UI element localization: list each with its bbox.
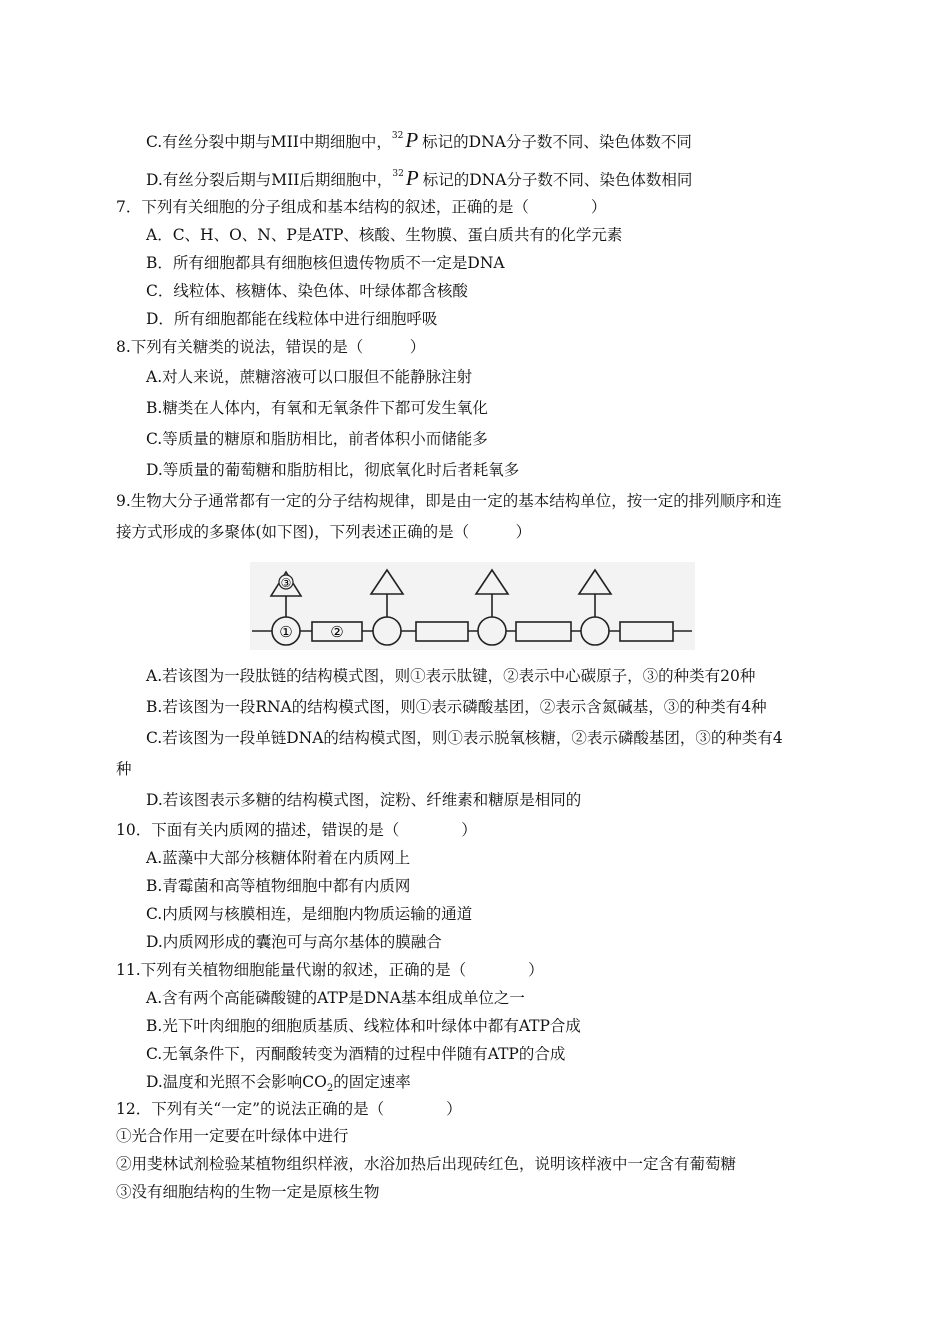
q9-stem-line2: 接方式形成的多聚体(如下图)，下列表述正确的是（ ） [116, 523, 532, 541]
q10-option-b: B.青霉菌和高等植物细胞中都有内质网 [146, 877, 411, 895]
polymer-structure-diagram [250, 562, 695, 650]
q7-option-d: D．所有细胞都能在线粒体中进行细胞呼吸 [146, 310, 438, 328]
q12-statement-3: ③没有细胞结构的生物一定是原核生物 [116, 1183, 380, 1201]
rectangle-unit [416, 622, 468, 641]
isotope-superscript: 32 [392, 169, 404, 179]
q8-stem: 8.下列有关糖类的说法，错误的是（ ） [116, 338, 426, 356]
q9-stem-line1: 9.生物大分子通常都有一定的分子结构规律，即是由一定的基本结构单位，按一定的排列顺序和连 [116, 492, 782, 510]
q11-option-c: C.无氧条件下，丙酮酸转变为酒精的过程中伴随有ATP的合成 [146, 1045, 566, 1063]
q6-option-c-text: C.有丝分裂中期与MII中期细胞中， [146, 133, 392, 151]
q12-statement-2: ②用斐林试剂检验某植物组织样液，水浴加热后出现砖红色，说明该样液中一定含有葡萄糖 [116, 1155, 737, 1173]
q9-option-c-line2: 种 [116, 760, 132, 778]
q7-option-c: C．线粒体、核糖体、染色体、叶绿体都含核酸 [146, 282, 468, 300]
q8-option-d: D.等质量的葡萄糖和脂肪相比，彻底氧化时后者耗氧多 [146, 461, 520, 479]
q11-option-d-text: D.温度和光照不会影响CO [146, 1073, 327, 1091]
co2-subscript: 2 [326, 1083, 334, 1094]
q10-option-c: C.内质网与核膜相连，是细胞内物质运输的通道 [146, 905, 473, 923]
q6-option-c [146, 130, 692, 155]
label-1: ① [279, 623, 293, 641]
q9-option-b: B.若该图为一段RNA的结构模式图，则①表示磷酸基团，②表示含氮碱基，③的种类有4种 [146, 698, 767, 716]
q11-option-d [146, 1072, 411, 1095]
q11-option-b: B.光下叶肉细胞的细胞质基质、线粒体和叶绿体中都有ATP合成 [146, 1017, 581, 1035]
q7-option-b: B．所有细胞都具有细胞核但遗传物质不一定是DNA [146, 254, 505, 272]
q7-stem: 7．下列有关细胞的分子组成和基本结构的叙述，正确的是（ ） [116, 198, 607, 216]
q10-option-a: A.蓝藻中大部分核糖体附着在内质网上 [146, 849, 411, 867]
rectangle-unit [516, 622, 571, 641]
q10-stem: 10．下面有关内质网的描述，错误的是（ ） [116, 821, 477, 839]
q9-option-a: A.若该图为一段肽链的结构模式图，则①表示肽键，②表示中心碳原子，③的种类有20种 [146, 667, 756, 685]
phosphorus-symbol: P [405, 128, 419, 152]
label-2: ② [330, 623, 344, 641]
q10-option-d: D.内质网形成的囊泡可与高尔基体的膜融合 [146, 933, 442, 951]
q7-option-a: A．C、H、O、N、P是ATP、核酸、生物膜、蛋白质共有的化学元素 [146, 226, 623, 244]
q9-option-d: D.若该图表示多糖的结构模式图，淀粉、纤维素和糖原是相同的 [146, 791, 582, 809]
q11-option-a: A.含有两个高能磷酸键的ATP是DNA基本组成单位之一 [146, 989, 525, 1007]
q12-stem: 12．下列有关“一定”的说法正确的是（ ） [116, 1100, 462, 1118]
q8-option-b: B.糖类在人体内，有氧和无氧条件下都可发生氧化 [146, 399, 488, 417]
q12-statement-1: ①光合作用一定要在叶绿体中进行 [116, 1127, 349, 1145]
q11-option-d-text-end: 的固定速率 [333, 1073, 411, 1091]
label-3: ③ [280, 576, 292, 590]
circle-unit [581, 617, 609, 645]
rectangle-unit [620, 622, 673, 641]
q6-option-d [146, 168, 692, 193]
phosphorus-symbol: P [405, 166, 419, 190]
circle-unit [373, 617, 401, 645]
q8-option-c: C.等质量的糖原和脂肪相比，前者体积小而储能多 [146, 430, 488, 448]
circle-unit [478, 617, 506, 645]
q11-stem: 11.下列有关植物细胞能量代谢的叙述，正确的是（ ） [116, 961, 544, 979]
q6-option-d-text-end: 标记的DNA分子数不同、染色体数相同 [422, 171, 693, 189]
q6-option-d-text: D.有丝分裂后期与MII后期细胞中， [146, 171, 393, 189]
q8-option-a: A.对人来说，蔗糖溶液可以口服但不能静脉注射 [146, 368, 473, 386]
q6-option-c-text-end: 标记的DNA分子数不同、染色体数不同 [422, 133, 692, 151]
isotope-superscript: 32 [391, 131, 404, 141]
q9-option-c-line1: C.若该图为一段单链DNA的结构模式图，则①表示脱氧核糖，②表示磷酸基团，③的种类有4 [146, 729, 783, 747]
